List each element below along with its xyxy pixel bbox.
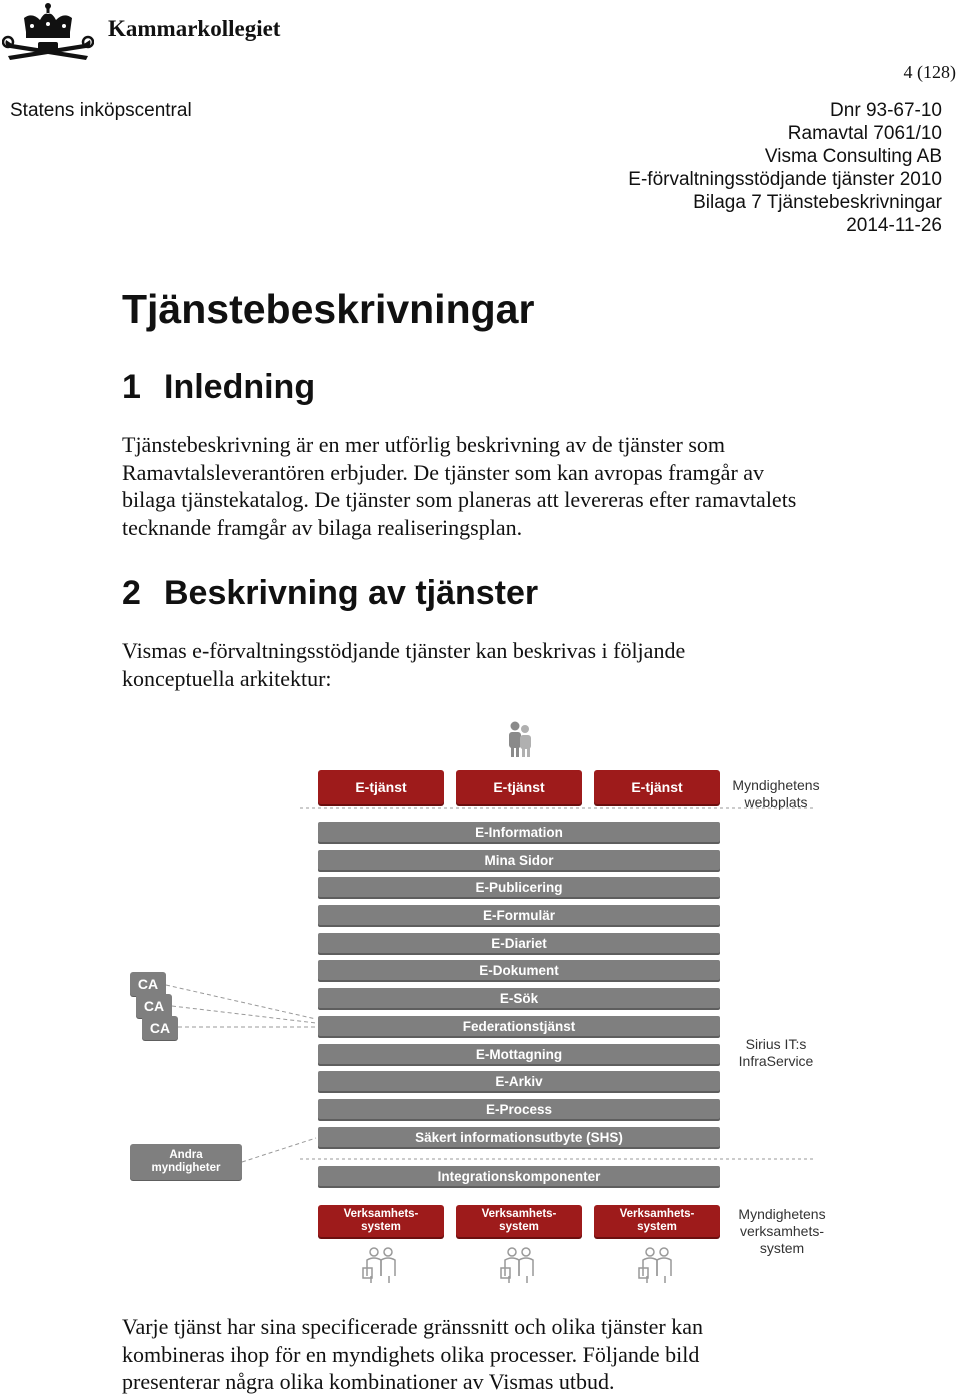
paragraph-line: kombineras ihop för en myndighets olika processer. Följande bild xyxy=(122,1341,700,1367)
business-system-line: system xyxy=(361,1221,401,1233)
service-layer: E-Mottagning xyxy=(318,1044,720,1064)
section-2-paragraph xyxy=(122,637,882,692)
paragraph-line: Tjänstebeskrivning är en mer utförlig beskrivning av de tjänster som xyxy=(122,432,726,457)
agreement-area: E-förvaltningsstödjande tjänster 2010 xyxy=(628,169,942,190)
business-system-line: Verksamhets- xyxy=(343,1208,419,1220)
section-1-heading xyxy=(122,368,315,407)
ca-box: CA xyxy=(136,994,172,1018)
service-layer: E-Publicering xyxy=(318,877,720,897)
staff-icon xyxy=(362,1246,402,1284)
paragraph-line: Vismas e-förvaltningsstödjande tjänster kan beskrivas i följande xyxy=(122,638,686,663)
business-systems-label xyxy=(730,1206,834,1257)
business-system-line: system xyxy=(637,1221,677,1233)
supplier-name: Visma Consulting AB xyxy=(764,146,942,167)
service-layer: Mina Sidor xyxy=(318,850,720,870)
service-layer: Säkert informationsutbyte (SHS) xyxy=(318,1127,720,1147)
service-layer: E-Diariet xyxy=(318,933,720,953)
section-1-number: 1 xyxy=(122,368,141,406)
other-authorities-box xyxy=(130,1144,242,1180)
webbplats-label-line: webbplats xyxy=(744,794,808,810)
service-layer: E-Sök xyxy=(318,988,720,1008)
document-title: Tjänstebeskrivningar xyxy=(122,286,535,332)
page-number: 4 (128) xyxy=(903,62,956,82)
staff-icon xyxy=(638,1246,678,1284)
webbplats-label xyxy=(726,777,826,811)
org-name: Kammarkollegiet xyxy=(108,16,281,41)
section-2-heading xyxy=(122,574,538,613)
business-system-line: system xyxy=(499,1221,539,1233)
business-systems-label-line: system xyxy=(759,1240,805,1256)
unit-name: Statens inköpscentral xyxy=(10,100,192,121)
crown-logo-icon xyxy=(2,2,94,64)
service-layer: E-Dokument xyxy=(318,960,720,980)
section-1-paragraph xyxy=(122,431,882,541)
paragraph-line: Varje tjänst har sina specificerade gränssnitt och olika tjänster kan xyxy=(122,1314,703,1339)
paragraph-line: tecknande framgår av bilaga realiseringsplan. xyxy=(122,514,523,540)
business-system-line: Verksamhets- xyxy=(481,1208,557,1220)
appendix-name: Bilaga 7 Tjänstebeskrivningar xyxy=(693,192,942,213)
section-2-number: 2 xyxy=(122,574,141,612)
business-system-line: Verksamhets- xyxy=(619,1208,695,1220)
ca-box: CA xyxy=(142,1016,178,1040)
eservice-box: E-tjänst xyxy=(594,770,720,804)
eservice-box: E-tjänst xyxy=(318,770,444,804)
business-system-box xyxy=(594,1205,720,1237)
service-layer: E-Information xyxy=(318,822,720,842)
service-layer: Federationstjänst xyxy=(318,1016,720,1036)
infra-label-line: Sirius IT:s xyxy=(745,1036,807,1052)
users-icon xyxy=(506,720,534,758)
webbplats-label-line: Myndighetens xyxy=(732,777,820,793)
integration-layer: Integrationskomponenter xyxy=(318,1166,720,1186)
paragraph-line: konceptuella arkitektur: xyxy=(122,665,332,691)
eservice-box: E-tjänst xyxy=(456,770,582,804)
service-layer: E-Formulär xyxy=(318,905,720,925)
architecture-diagram xyxy=(0,710,960,1290)
paragraph-line: Ramavtalsleverantören erbjuder. De tjänster som kan avropas framgår av xyxy=(122,459,765,485)
document-date: 2014-11-26 xyxy=(846,215,942,236)
business-system-box xyxy=(456,1205,582,1237)
business-systems-label-line: verksamhets- xyxy=(739,1223,825,1239)
service-layer: E-Process xyxy=(318,1099,720,1119)
service-layer: E-Arkiv xyxy=(318,1071,720,1091)
ca-box: CA xyxy=(130,972,166,996)
infra-label-line: InfraService xyxy=(738,1053,814,1069)
other-authorities-line: myndigheter xyxy=(151,1162,221,1174)
paragraph-line: presenterar några olika kombinationer av Vismas utbud. xyxy=(122,1369,615,1394)
business-system-box xyxy=(318,1205,444,1237)
section-2-title: Beskrivning av tjänster xyxy=(164,574,539,612)
crown-logo xyxy=(2,2,94,64)
staff-icon xyxy=(500,1246,540,1284)
framework-agreement: Ramavtal 7061/10 xyxy=(787,123,942,144)
section-1-title: Inledning xyxy=(164,368,316,406)
other-authorities-line: Andra xyxy=(169,1149,203,1161)
registration-number: Dnr 93-67-10 xyxy=(830,100,942,121)
paragraph-line: bilaga tjänstekatalog. De tjänster som planeras att levereras efter ramavtalets xyxy=(122,487,797,512)
business-systems-label-line: Myndighetens xyxy=(738,1206,826,1222)
closing-paragraph xyxy=(122,1313,882,1396)
infra-label xyxy=(726,1036,826,1070)
